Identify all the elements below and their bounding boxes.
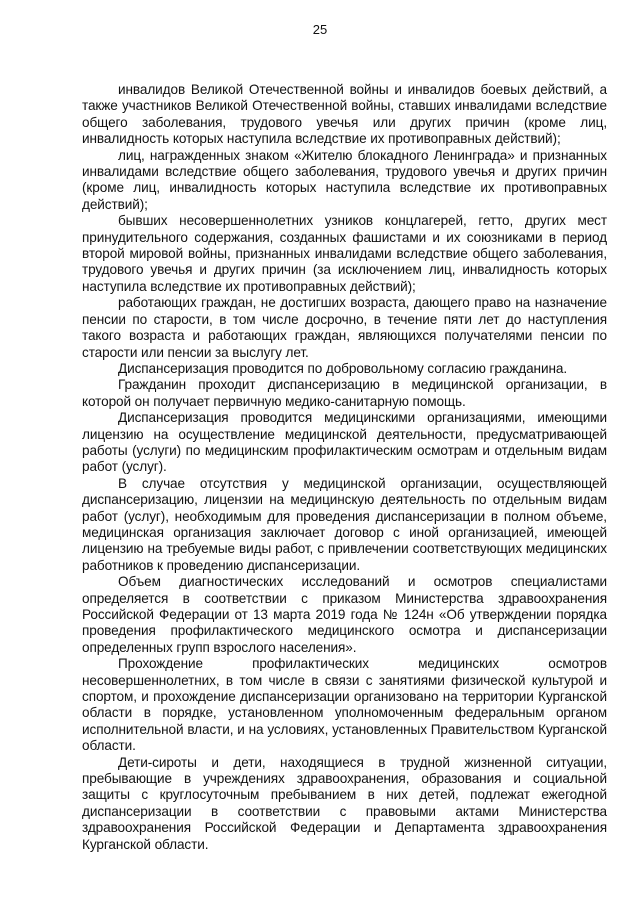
paragraph: инвалидов Великой Отечественной войны и инвалидов боевых действий, а также участников Великой Отечественной войны, ставших инвалидами вследствие общего заболевания, трудового увечья или других причин (кроме лиц, инвалидность которых наступила вследствие их противоправных действий); xyxy=(82,82,607,147)
paragraph: бывших несовершеннолетних узников концлагерей, гетто, других мест принудительного содержания, созданных фашистами и их союзниками в период второй мировой войны, признанных инвалидами вследствие общего заболевания, трудового увечья и других причин (за исключением лиц, инвалидность которых наступила вследствие их противоправных действий); xyxy=(82,213,607,294)
body-text xyxy=(82,82,607,853)
paragraph: Дети-сироты и дети, находящиеся в трудной жизненной ситуации, пребывающие в учреждениях здравоохранения, образования и социальной защиты с круглосуточным пребыванием в них детей, подлежат ежегодной диспансеризации в соответствии с правовыми актами Министерства здравоохранения Российской Федерации и Департамента здравоохранения Курганской области. xyxy=(82,754,607,852)
page-number: 25 xyxy=(312,22,328,37)
paragraph: В случае отсутствия у медицинской организации, осуществляющей диспансеризацию, лицензии на медицинскую деятельность по отдельным видам работ (услуг), необходимым для проведения диспансеризации в полном объеме, медицинская организация заключает договор с иной организацией, имеющей лицензию на требуемые виды работ, с привлечении соответствующих медицинских работников к проведению диспансеризации. xyxy=(82,475,607,573)
paragraph: Диспансеризация проводится по добровольному согласию гражданина. xyxy=(118,360,568,376)
paragraph: Диспансеризация проводится медицинскими организациями, имеющими лицензию на осуществление медицинской деятельности, предусматривающей работы (услуги) по медицинским профилактическим осмотрам и отдельным видам работ (услуг). xyxy=(82,410,607,475)
paragraph: Гражданин проходит диспансеризацию в медицинской организации, в которой он получает первичную медико-санитарную помощь. xyxy=(82,377,607,409)
paragraph: Объем диагностических исследований и осмотров специалистами определяется в соответствии с приказом Министерства здравоохранения Российской Федерации от 13 марта 2019 года № 124н «Об утверждении порядка проведения профилактического медицинского осмотра и диспансеризации определенных групп взрослого населения». xyxy=(82,574,607,655)
paragraph: Прохождение профилактических медицинских осмотров несовершеннолетних, в том числе в связи с занятиями физической культурой и спортом, и прохождение диспансеризации организовано на территории Курганской области в порядке, установленном уполномоченным федеральным органом исполнительной власти, и на условиях, установленных Правительством Курганской области. xyxy=(82,656,607,754)
paragraph: лиц, награжденных знаком «Жителю блокадного Ленинграда» и признанных инвалидами вследствие общего заболевания, трудового увечья и других причин (кроме лиц, инвалидность которых наступила вследствие их противоправных действий); xyxy=(82,147,607,212)
paragraph: работающих граждан, не достигших возраста, дающего право на назначение пенсии по старости, в том числе досрочно, в течение пяти лет до наступления такого возраста и работающих граждан, являющихся получателями пенсии по старости или пенсии за выслугу лет. xyxy=(82,295,607,360)
